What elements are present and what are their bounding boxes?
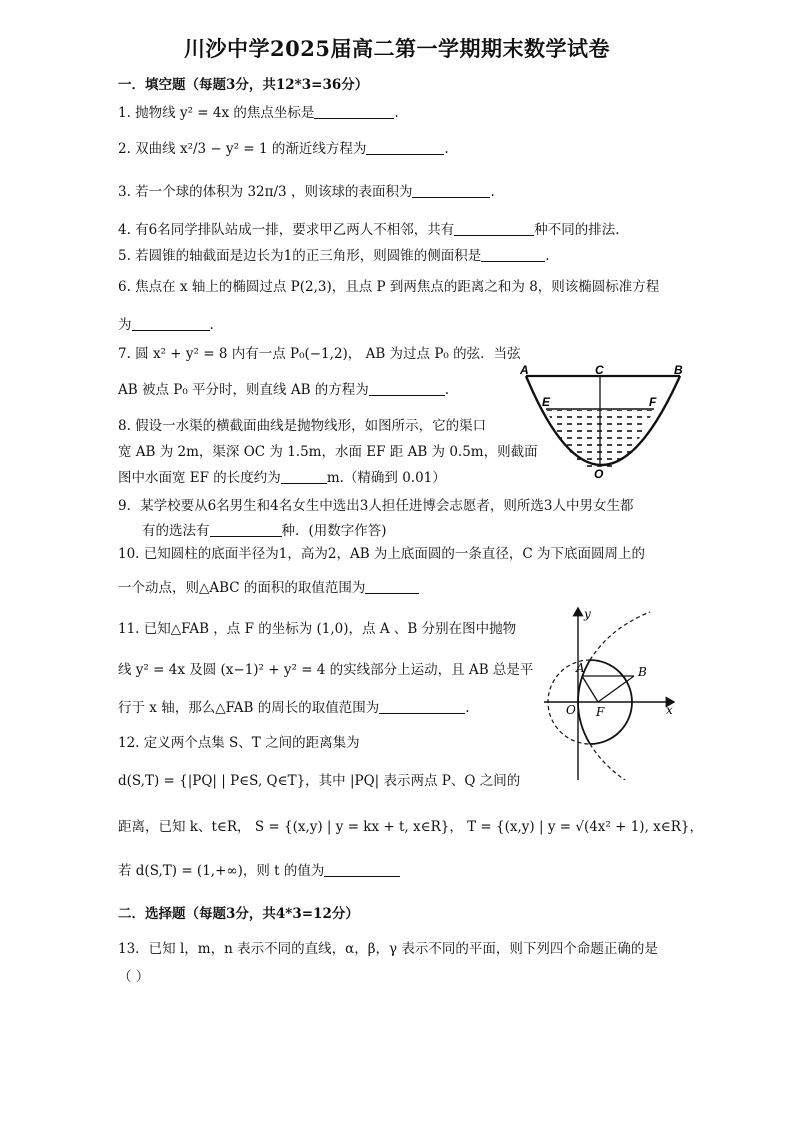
- section-2-heading: 二．选择题（每题3分，共4*3=12分）: [118, 906, 359, 922]
- answer-blank: [412, 183, 490, 198]
- question-6-line-2: [118, 316, 214, 334]
- label-a: A: [576, 661, 585, 675]
- section-1-heading: 一．填空题（每题3分，共12*3=36分）: [118, 77, 369, 93]
- question-10-text: 一个动点，则△ABC 的面积的取值范围为: [118, 580, 366, 596]
- question-1: [118, 104, 399, 122]
- question-3-end: .: [490, 184, 495, 200]
- question-3: [118, 183, 495, 201]
- label-b: B: [638, 665, 647, 679]
- question-2-text: 2. 双曲线 x²/3 − y² = 1 的渐近线方程为: [118, 141, 367, 157]
- question-1-end: .: [394, 105, 399, 121]
- label-x: x: [666, 703, 673, 717]
- water-channel-figure: [516, 364, 692, 480]
- label-f: F: [649, 395, 657, 409]
- answer-blank: [369, 381, 445, 396]
- question-5: [118, 247, 550, 265]
- question-11-text: 行于 x 轴，那么△FAB 的周长的取值范围为: [118, 700, 380, 716]
- question-12-line-3: 距离，已知 k、t∈R， S = {(x,y) | y = kx + t, x∈R}， T = {(x,y) | y = √(4x² + 1), x∈R}，: [118, 819, 704, 835]
- segment-bf: [598, 676, 634, 702]
- question-5-end: .: [545, 248, 550, 264]
- label-c: C: [595, 364, 604, 377]
- question-6-text: 为: [118, 317, 132, 333]
- question-13-line-1: 13．已知 l，m，n 表示不同的直线，α，β，γ 表示不同的平面，则下列四个命题正确的是: [118, 941, 658, 957]
- question-9-line-1: 9．某学校要从6名男生和4名女生中选出3人担任进博会志愿者，则所选3人中男女生都: [118, 498, 634, 514]
- question-8-line-2: 宽 AB 为 2m，渠深 OC 为 1.5m，水面 EF 距 AB 为 0.5m，则截面: [118, 444, 538, 460]
- question-9-line-2: [142, 522, 387, 540]
- question-7-line-2: [118, 381, 449, 399]
- question-8-line-1: 8. 假设一水渠的横截面曲线是抛物线形，如图所示，它的渠口: [118, 418, 487, 434]
- question-5-text: 5. 若圆锥的轴截面是边长为1的正三角形，则圆锥的侧面积是: [118, 248, 482, 264]
- question-12-line-1: 12. 定义两个点集 S、T 之间的距离集为: [118, 735, 360, 751]
- question-7-end: .: [444, 382, 450, 398]
- answer-blank: [366, 140, 444, 155]
- question-13-choice-bracket: （ ）: [118, 969, 150, 985]
- question-8-line-3: [118, 469, 446, 487]
- answer-blank: [314, 104, 394, 119]
- segment-af: [582, 676, 598, 702]
- question-3-text: 3. 若一个球的体积为 32π/3 ，则该球的表面积为: [118, 184, 413, 200]
- parabola-dashed-upper: [590, 612, 650, 660]
- answer-blank: [454, 221, 534, 236]
- answer-blank: [379, 699, 465, 714]
- answer-blank: [210, 522, 282, 537]
- question-7-line-1: 7. 圆 x² + y² = 8 内有一点 P₀(−1,2)， AB 为过点 P₀ 的弦．当弦: [118, 346, 521, 362]
- question-4: [118, 221, 620, 239]
- label-e: E: [542, 395, 551, 409]
- parabola-circle-figure: [540, 604, 680, 780]
- question-6-end: .: [209, 317, 214, 333]
- question-4-end: 种不同的排法.: [534, 222, 620, 238]
- answer-blank: [365, 579, 419, 594]
- label-b: B: [674, 364, 683, 377]
- question-1-text: 1. 抛物线 y² = 4x 的焦点坐标是: [118, 105, 315, 121]
- label-o: O: [594, 467, 604, 480]
- parabola-dashed-lower: [590, 744, 650, 780]
- question-11-line-3: [118, 699, 470, 717]
- question-8-text: 图中水面宽 EF 的长度约为: [118, 470, 281, 486]
- answer-blank: [281, 469, 327, 484]
- question-11-end: .: [465, 700, 470, 716]
- label-f: F: [596, 705, 605, 719]
- question-12-text: 若 d(S,T) = (1,+∞)，则 t 的值为: [118, 863, 325, 879]
- answer-blank: [132, 316, 210, 331]
- label-origin: O: [566, 703, 576, 717]
- question-9-text: 有的选法有: [142, 523, 210, 539]
- question-12-line-4: [118, 862, 400, 880]
- question-2-end: .: [444, 141, 449, 157]
- question-10-line-1: 10. 已知圆柱的底面半径为1，高为2，AB 为上底面圆的一条直径，C 为下底面圆周上的: [118, 546, 646, 562]
- question-4-text: 4. 有6名同学排队站成一排，要求甲乙两人不相邻，共有: [118, 222, 455, 238]
- question-7-text: AB 被点 P₀ 平分时，则直线 AB 的方程为: [118, 382, 369, 398]
- question-2: [118, 140, 449, 158]
- question-9-end: 种．(用数字作答): [281, 523, 387, 539]
- question-6-line-1: 6. 焦点在 x 轴上的椭圆过点 P(2,3)，且点 P 到两焦点的距离之和为 8，则该椭圆标准方程: [118, 279, 660, 295]
- question-12-line-2: d(S,T) = {|PQ| | P∈S, Q∈T}，其中 |PQ| 表示两点 P、Q 之间的: [118, 773, 521, 789]
- answer-blank: [324, 862, 400, 877]
- label-a: A: [520, 364, 529, 377]
- label-y: y: [584, 607, 591, 621]
- question-10-line-2: [118, 579, 419, 597]
- question-11-line-1: 11. 已知△FAB ，点 F 的坐标为 (1,0)，点 A 、B 分别在图中抛物: [118, 621, 517, 637]
- question-11-line-2: 线 y² = 4x 及圆 (x−1)² + y² = 4 的实线部分上运动，且 AB 总是平: [118, 662, 534, 678]
- page-title: 川沙中学2025届高二第一学期期末数学试卷: [184, 36, 610, 61]
- answer-blank: [481, 247, 545, 262]
- question-8-end: m.（精确到 0.01）: [326, 470, 446, 486]
